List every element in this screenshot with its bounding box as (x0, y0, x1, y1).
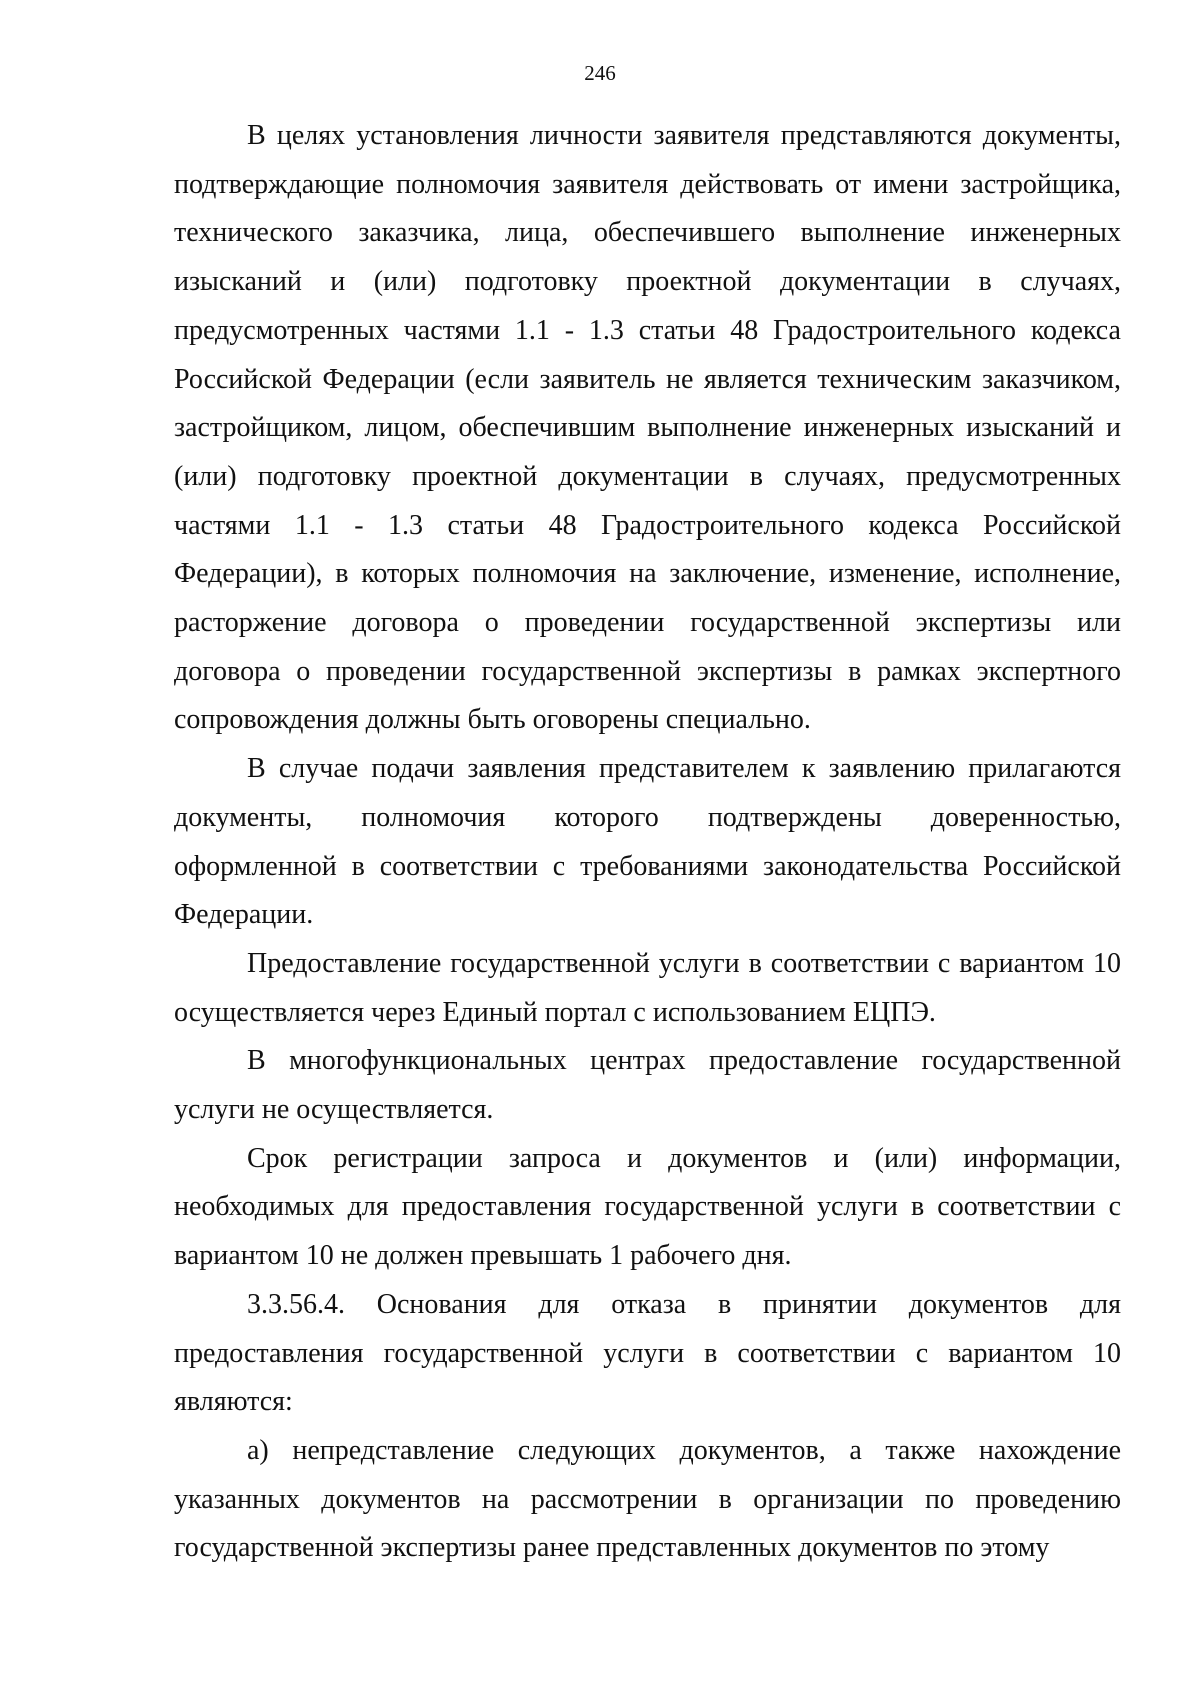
page-number: 246 (584, 61, 616, 85)
paragraph-service-portal: Предоставление государственной услуги в соответствии с вариантом 10 осуществляется через Единый портал с использованием ЕЦПЭ. (174, 947, 1121, 1028)
paragraph-representative: В случае подачи заявления представителем к заявлению прилагаются документы, полномочия которого подтверждены доверенностью, оформленной в соответствии с требованиями законодательства Российской Федерации. (174, 753, 1121, 931)
paragraph-refusal-grounds: 3.3.56.4. Основания для отказа в принятии документов для предоставления государственной услуги в соответствии с вариантом 10 являются: (174, 1288, 1121, 1418)
document-body (174, 112, 1121, 1573)
paragraph-item-a: а) непредставление следующих документов, а также нахождение указанных документов на рассмотрении в организации по проведению государственной экспертизы ранее представленных документов по этому (174, 1434, 1121, 1564)
paragraph-registration-term: Срок регистрации запроса и документов и (или) информации, необходимых для предоставления государственной услуги в соответствии с вариантом 10 не должен превышать 1 рабочего дня. (174, 1142, 1121, 1272)
paragraph-identity-documents: В целях установления личности заявителя представляются документы, подтверждающие полномочия заявителя действовать от имени застройщика, технического заказчика, лица, обеспечившего выполнение инженерных изысканий и (или) подготовку проектной документации в случаях, предусмотренных частями 1.1 - 1.3 статьи 48 Градостроительного кодекса Российской Федерации (если заявитель не является техническим заказчиком, застройщиком, лицом, обеспечившим выполнение инженерных изысканий и (или) подготовку проектной документации в случаях, предусмотренных частями 1.1 - 1.3 статьи 48 Градостроительного кодекса Российской Федерации), в которых полномочия на заключение, изменение, исполнение, расторжение договора о проведении государственной экспертизы или договора о проведении государственной экспертизы в рамках экспертного сопровождения должны быть оговорены специально. (174, 120, 1121, 736)
paragraph-mfc: В многофункциональных центрах предоставление государственной услуги не осуществляется. (174, 1045, 1121, 1126)
